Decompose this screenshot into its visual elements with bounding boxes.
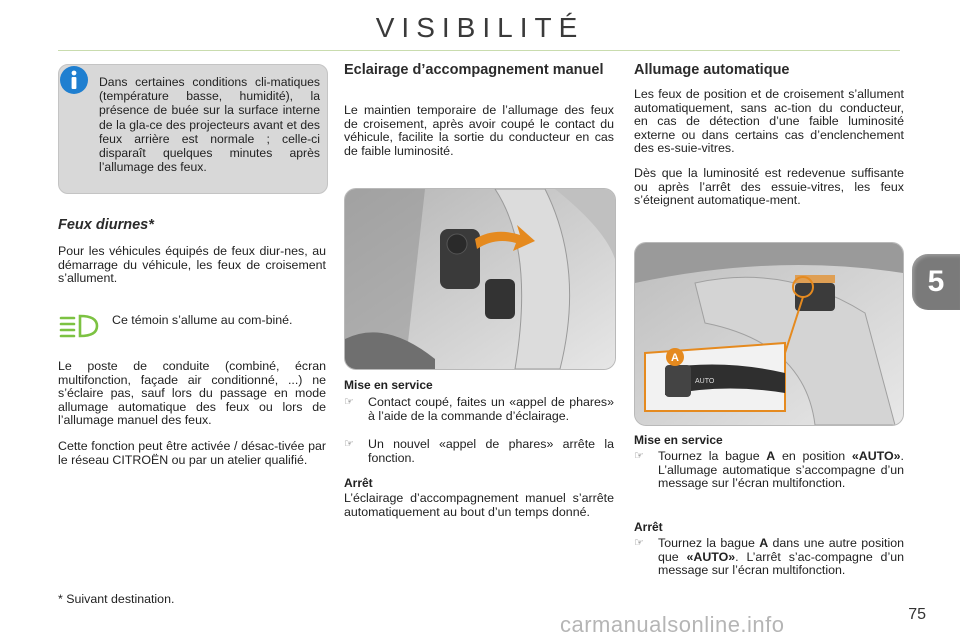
pointing-hand-icon: ☞ <box>344 396 354 408</box>
auto-off-post: . L’arrêt s’ac-compagne d’un message sur l’écran multifonction. <box>658 549 904 578</box>
title-divider <box>58 50 900 51</box>
auto-off-pre: Tournez la bague <box>658 536 760 550</box>
stalk-auto-label: AUTO <box>695 378 715 385</box>
auto-on-title: Mise en service <box>634 433 723 447</box>
info-icon <box>59 65 89 95</box>
steering-column-photo <box>344 188 616 370</box>
ring-a-label: A <box>766 449 776 463</box>
page-title: VISIBILITÉ <box>375 12 585 43</box>
auto-position-label: «AUTO» <box>851 449 901 463</box>
footnote: * Suivant destination. <box>58 592 175 606</box>
pointing-hand-icon: ☞ <box>634 537 644 549</box>
auto-on-pre: Tournez la bague <box>658 449 767 463</box>
dashboard-paragraph: Le poste de conduite (combiné, écran multifonction, façade air conditionné, ...) ne s’éclaire pas, sauf lors du passage en mode allumage automatique des feux ou lors de l’allumage manuel des feux. <box>58 359 326 428</box>
auto-on-mid: en position <box>775 449 852 463</box>
chapter-tab: 5 <box>912 254 960 310</box>
ring-a-label: A <box>759 536 769 550</box>
auto-on-text <box>658 450 904 491</box>
daytime-running-lamp-icon <box>58 312 100 340</box>
manual-guide-intro: Le maintien temporaire de l’allumage des feux de croisement, après avoir coupé le contact du véhicule, facilite la sortie du conducteur en cas de faible luminosité. <box>344 103 614 158</box>
manual-on-title: Mise en service <box>344 378 433 392</box>
manual-off-title: Arrêt <box>344 476 373 490</box>
auto-on-post: . L’allumage automatique s’accompagne d’un message sur l’écran multifonction. <box>658 449 904 491</box>
auto-lighting-heading: Allumage automatique <box>634 62 790 78</box>
auto-off-text <box>658 537 904 578</box>
daytime-lights-intro: Pour les véhicules équipés de feux diur-nes, au démarrage du véhicule, les feux de croisement s’allument. <box>58 244 326 286</box>
manual-guide-lighting-heading: Eclairage d’accompagnement manuel <box>344 62 604 78</box>
manual-off-text: L’éclairage d’accompagnement manuel s’arrête automatiquement au bout d’un temps donné. <box>344 491 614 519</box>
auto-off-title: Arrêt <box>634 520 663 534</box>
lamp-description: Ce témoin s’allume au com-biné. <box>112 313 293 327</box>
daytime-lights-heading: Feux diurnes* <box>58 217 154 233</box>
manual-bullet <box>344 396 614 438</box>
auto-lighting-para2: Dès que la luminosité est redevenue suffisante ou après l’arrêt des essuie-vitres, les feux s’éteignent automatique-ment. <box>634 166 904 208</box>
activation-paragraph: Cette fonction peut être activée / désac-tivée par le réseau CITROËN ou par un atelier qualifié. <box>58 439 326 467</box>
page-number: 75 <box>908 606 926 623</box>
steering-column-illustration <box>345 189 615 369</box>
info-text: Dans certaines conditions cli-matiques (température basse, humidité), la présence de buée sur la surface interne de la gla-ce des projecteurs avant et des feux arrière est normale ; celle-ci disparaît quelques minutes après l’allumage des feux. <box>99 75 320 175</box>
auto-lighting-para1: Les feux de position et de croisement s’allument automatiquement, sans ac-tion du conducteur, en cas de détection d’une faible luminosité externe ou dans certains cas d’enclenchement des es-suie-vitres. <box>634 87 904 156</box>
manual-bullet-text: Contact coupé, faites un «appel de phares» à l’aide de la commande d’éclairage. <box>368 395 614 423</box>
light-stalk-photo <box>634 242 904 426</box>
auto-off-mid: dans une autre position que <box>658 536 904 564</box>
manual-bullet-text: Un nouvel «appel de phares» arrête la fonction. <box>368 437 614 465</box>
auto-off-bullet <box>634 537 904 593</box>
info-box <box>58 64 328 194</box>
manual-bullet <box>344 438 614 466</box>
light-stalk-illustration <box>635 243 903 425</box>
callout-label-a: A <box>671 352 679 364</box>
watermark: carmanualsonline.info <box>560 612 785 637</box>
auto-on-bullet <box>634 450 904 506</box>
auto-position-label: «AUTO» <box>686 549 736 564</box>
pointing-hand-icon: ☞ <box>634 450 644 462</box>
pointing-hand-icon: ☞ <box>344 438 354 450</box>
